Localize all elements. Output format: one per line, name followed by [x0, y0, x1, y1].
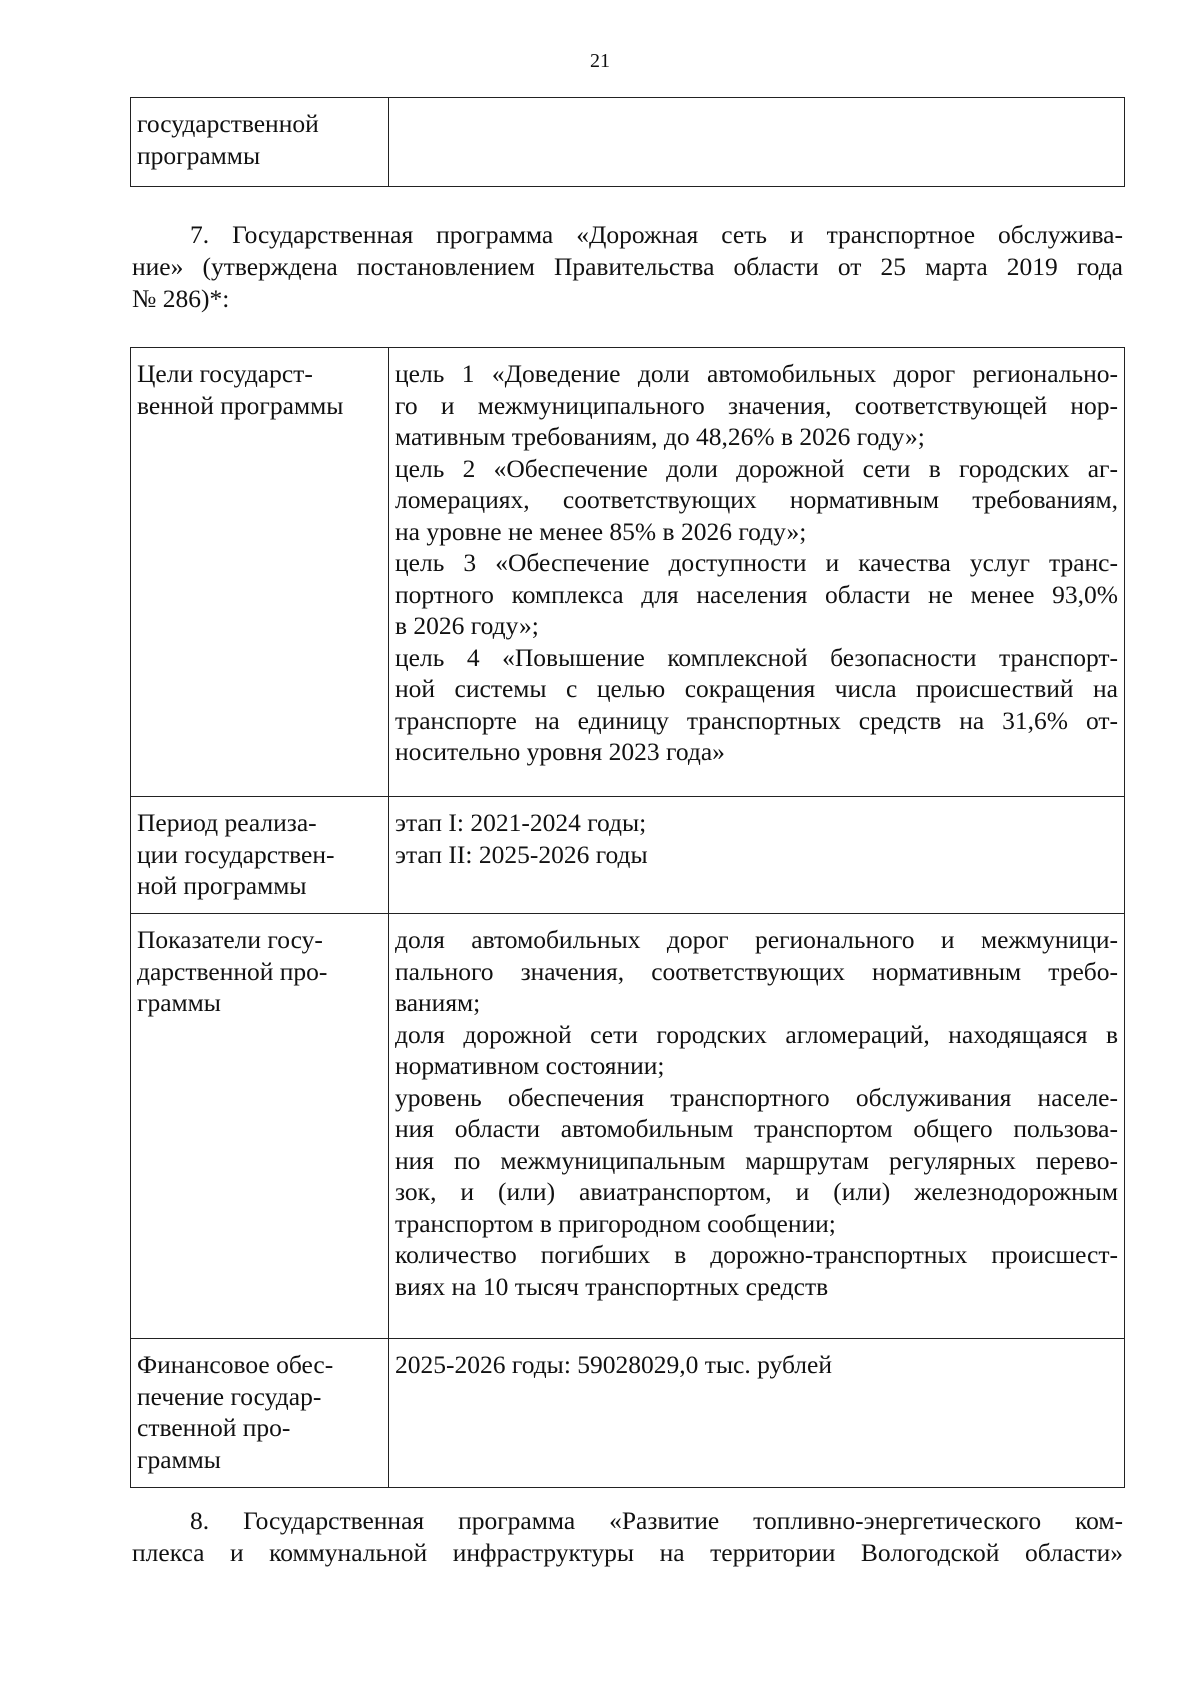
value-line: на уровне не менее 85% в 2026 году»;	[395, 516, 807, 546]
value-line: цель 3 «Обеспечение доступности и качества услуг транс-	[395, 548, 1118, 577]
paragraph-line: плекса и коммунальной инфраструктуры на территории Вологодской области»	[132, 1538, 1123, 1567]
table-label-cell	[131, 348, 389, 797]
value-line: го и межмуниципального значения, соответствующей нор-	[395, 390, 1118, 420]
label-line: граммы	[137, 1444, 221, 1474]
program-passport-table	[130, 347, 1125, 1488]
table-label-cell	[131, 98, 389, 187]
value-line: зок, и (или) авиатранспортом, и (или) железнодорожным	[395, 1177, 1118, 1206]
value-line: ной системы с целью сокращения числа происшествий на	[395, 674, 1118, 703]
table-row	[131, 98, 1125, 187]
value-line: носительно уровня 2023 года»	[395, 737, 725, 766]
label-line: граммы	[137, 988, 221, 1017]
value-line: цель 1 «Доведение доли автомобильных дорог регионально-	[395, 359, 1118, 388]
value-line: 2025-2026 годы: 59028029,0 тыс. рублей	[395, 1350, 832, 1379]
value-line: количество погибших в дорожно-транспортных происшест-	[395, 1240, 1118, 1269]
value-line: транспорте на единицу транспортных средств на 31,6% от-	[395, 705, 1118, 735]
paragraph-line: 8. Государственная программа «Развитие топливно-энергетического ком-	[190, 1506, 1123, 1535]
value-line: ваниям;	[395, 988, 481, 1017]
value-line: цель 2 «Обеспечение доли дорожной сети в городских аг-	[395, 453, 1118, 483]
label-line: ции государствен-	[137, 839, 335, 869]
table-label-cell	[131, 1339, 389, 1488]
paragraph-line: ние» (утверждена постановлением Правительства области от 25 марта 2019 года	[132, 252, 1123, 281]
table-row-finance	[131, 1339, 1125, 1488]
table-label-cell	[131, 797, 389, 914]
value-line: уровень обеспечения транспортного обслуживания населе-	[395, 1082, 1118, 1112]
section-7-heading	[132, 219, 1123, 315]
label-line: Цели государст-	[137, 359, 313, 388]
label-line: дарственной про-	[137, 956, 328, 986]
page-number: 21	[590, 50, 610, 72]
label-line: Период реализа-	[137, 808, 317, 837]
value-line: ния области автомобильным транспортом общего пользова-	[395, 1114, 1118, 1143]
table-value-cell	[389, 1339, 1125, 1488]
value-line: в 2026 году»;	[395, 611, 539, 640]
value-line: этап II: 2025-2026 годы	[395, 839, 648, 869]
table-value-cell	[389, 348, 1125, 797]
label-line: Показатели госу-	[137, 925, 323, 954]
value-line: цель 4 «Повышение комплексной безопасности транспорт-	[395, 642, 1118, 672]
table-row-goals	[131, 348, 1125, 797]
paragraph-line: № 286)*:	[132, 284, 230, 313]
value-line: транспортом в пригородном сообщении;	[395, 1208, 836, 1238]
value-line: виях на 10 тысяч транспортных средств	[395, 1271, 829, 1301]
section-8-heading	[132, 1505, 1123, 1569]
label-line: государственной	[137, 109, 319, 138]
label-line: ной программы	[137, 871, 307, 900]
value-line: ния по межмуниципальным маршрутам регулярных перево-	[395, 1145, 1118, 1175]
label-line: Финансовое обес-	[137, 1350, 334, 1379]
value-line: пального значения, соответствующих нормативным требо-	[395, 956, 1118, 986]
table-value-cell	[389, 98, 1125, 187]
paragraph-line: 7. Государственная программа «Дорожная сеть и транспортное обслужива-	[190, 220, 1123, 249]
label-line: программы	[137, 140, 261, 170]
value-line: доля автомобильных дорог регионального и межмуници-	[395, 925, 1118, 954]
label-line: венной программы	[137, 390, 344, 420]
value-line: этап I: 2021-2024 годы;	[395, 808, 647, 837]
label-line: печение государ-	[137, 1381, 322, 1411]
value-line: мативным требованиям, до 48,26% в 2026 году»;	[395, 422, 925, 451]
table-value-cell	[389, 797, 1125, 914]
value-line: ломерациях, соответствующих нормативным требованиям,	[395, 485, 1118, 514]
table-row-indicators	[131, 914, 1125, 1339]
value-line: нормативном состоянии;	[395, 1051, 665, 1080]
table-value-cell	[389, 914, 1125, 1339]
label-line: ственной про-	[137, 1413, 291, 1442]
value-line: портного комплекса для населения области не менее 93,0%	[395, 579, 1118, 609]
top-table-continuation	[130, 97, 1125, 187]
value-line: доля дорожной сети городских агломераций, находящаяся в	[395, 1019, 1118, 1049]
table-label-cell	[131, 914, 389, 1339]
table-row-period	[131, 797, 1125, 914]
